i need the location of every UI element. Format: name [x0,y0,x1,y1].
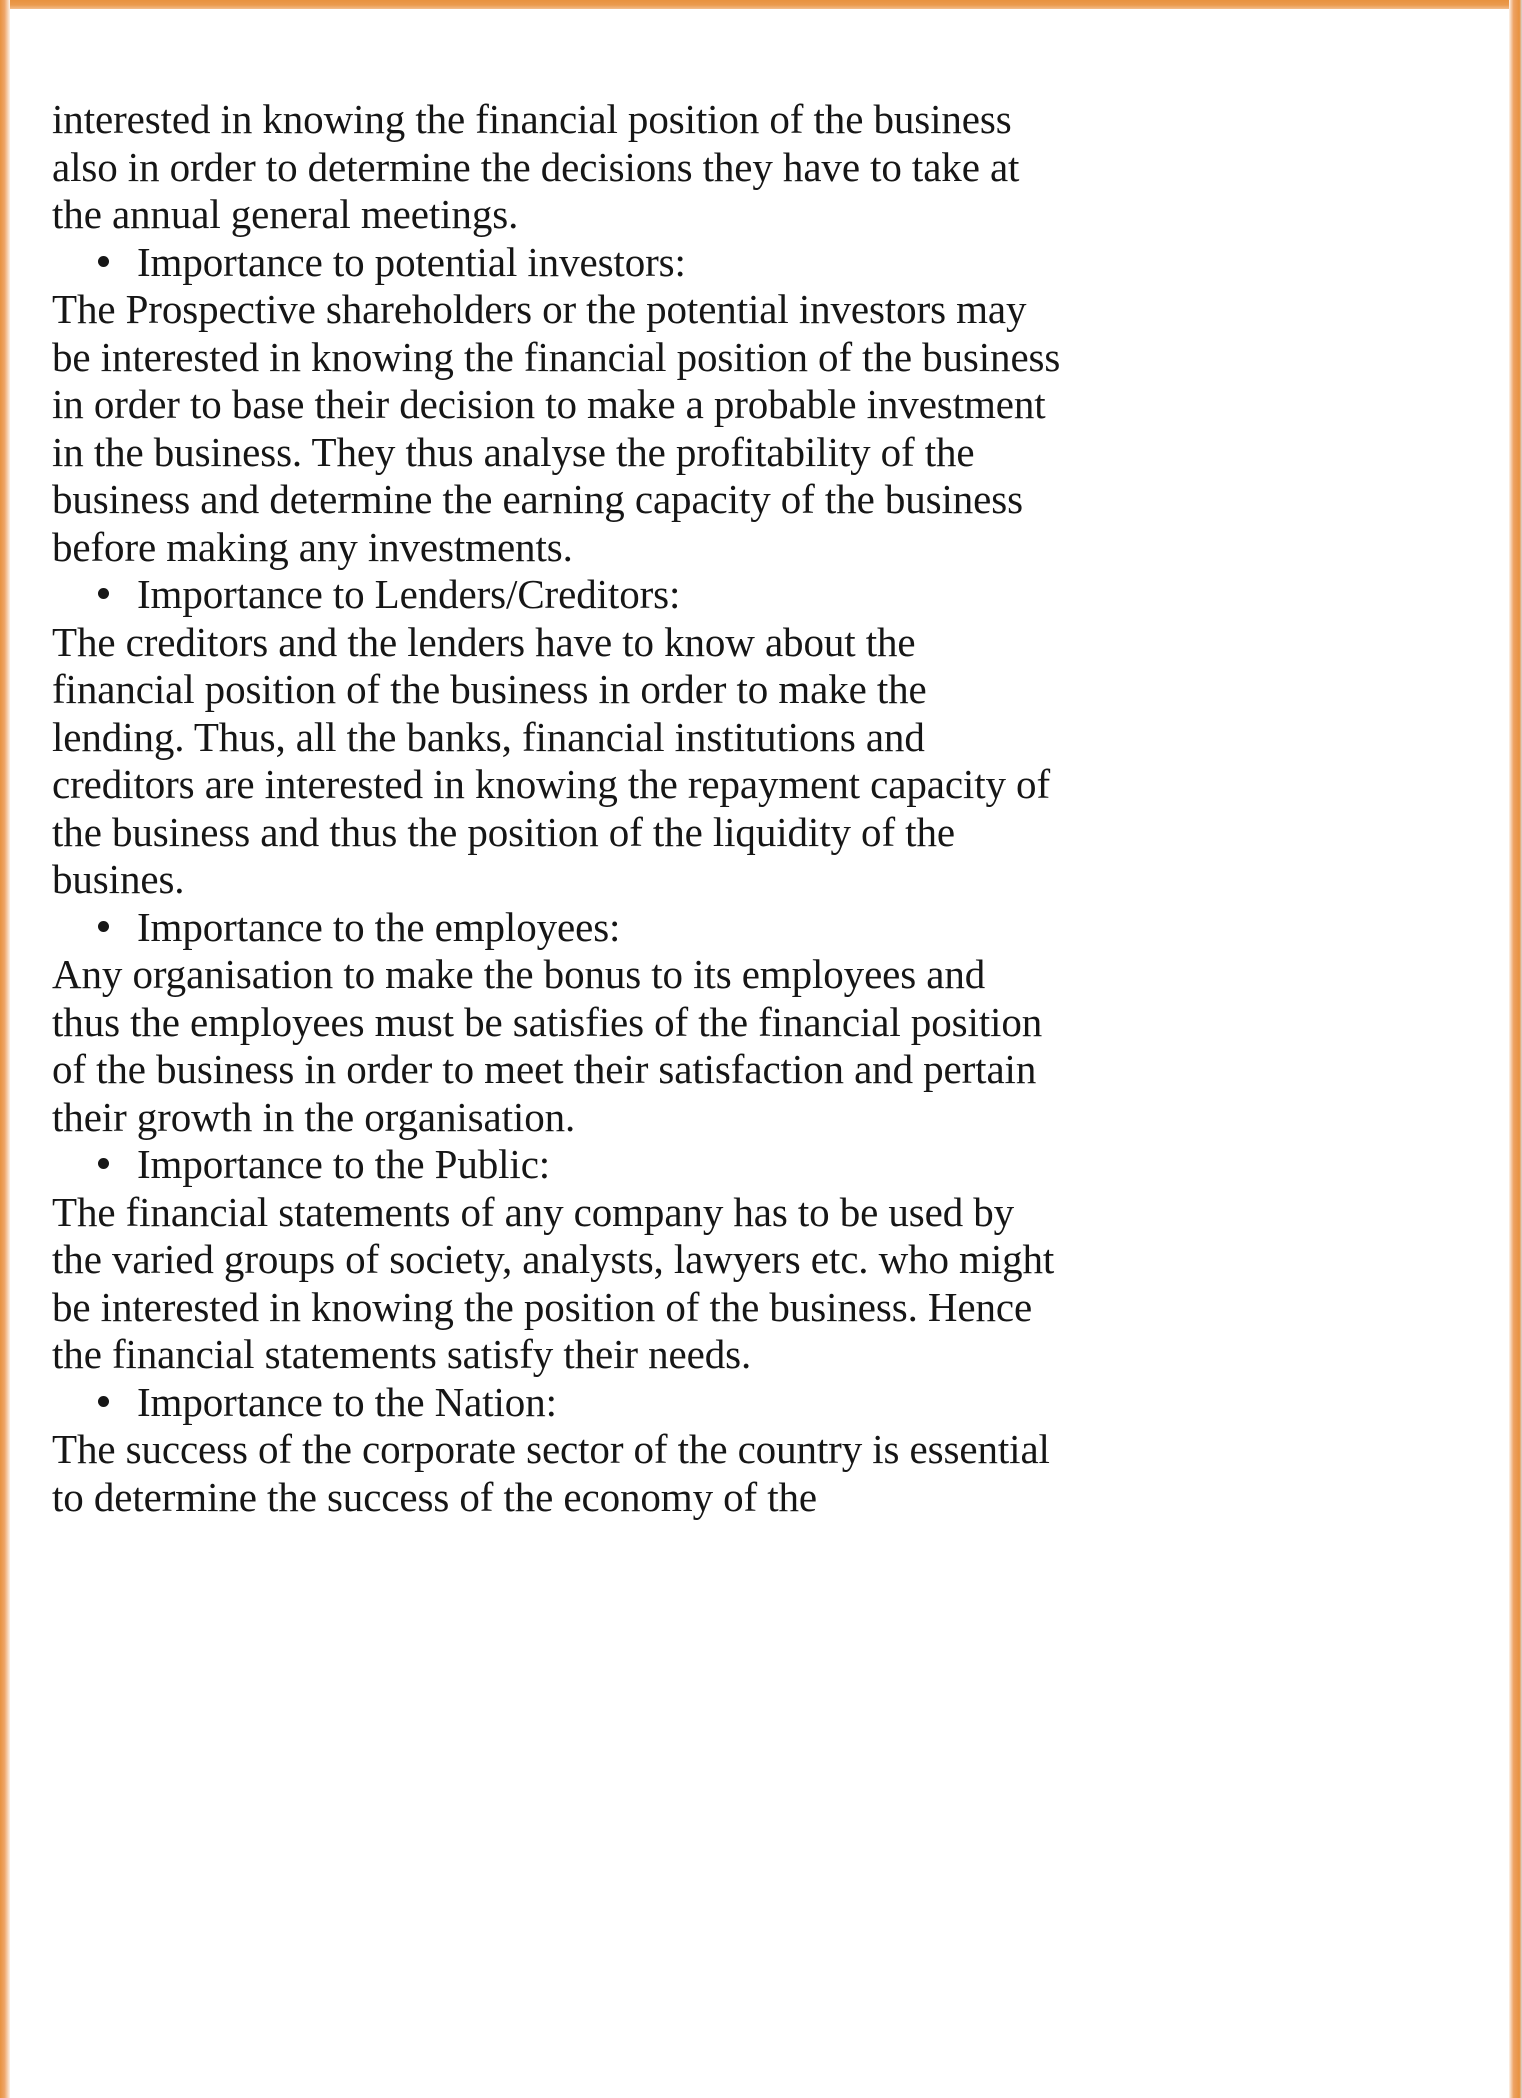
bullet-nation [52,1379,1062,1427]
paragraph-lenders-creditors: The creditors and the lenders have to know about the financial position of the business in order to make the lending. Thus, all the banks, financial institutions and creditors are interested in knowing the repayment capacity of the business and thus the position of the liquidity of the busines. [52,618,1061,902]
bullet-point-icon [98,256,109,267]
bullet-item-label: Importance to potential investors: [137,238,686,285]
document-body-text [52,96,1071,1521]
bullet-point-icon [98,921,109,932]
bullet-public [52,1141,1062,1189]
bullet-item-label: Importance to Lenders/Creditors: [137,571,681,617]
paragraph-employees: Any organisation to make the bonus to its employees and thus the employees must be satisfies of the financial position of the business in order to meet their satisfaction and pertain their growth in the organisation. [52,951,1053,1140]
bullet-lenders-creditors [52,571,1062,619]
bullet-point-icon [98,588,109,599]
bullet-item-label: Importance to the Public: [137,1141,551,1187]
bullet-potential-investors [52,239,1062,287]
bullet-employees [52,904,1062,952]
bullet-point-icon [98,1158,109,1169]
paragraph-shareholders-continued: interested in knowing the financial position of the business also in order to determine the decisions they have to take at the annual general meetings. [52,96,1030,237]
page-border-left-inner [0,0,10,2098]
page-border-top [0,0,1522,9]
bullet-point-icon [98,1396,109,1407]
paragraph-public: The financial statements of any company has to be used by the varied groups of society, analysts, lawyers etc. who might be interested in knowing the position of the business. Hence the financial statements satisfy their needs. [52,1188,1065,1377]
bullet-item-label: Importance to the employees: [137,903,621,950]
paragraph-nation: The success of the corporate sector of the country is essential to determine the success of the economy of the [52,1426,1060,1520]
paragraph-potential-investors: The Prospective shareholders or the potential investors may be interested in knowing the financial position of the business in order to base their decision to make a probable investment in the business. They thus analyse the profitability of the business and determine the earning capacity of the business before making any investments. [52,286,1071,570]
page-border-right-inner [1509,0,1522,2098]
bullet-item-label: Importance to the Nation: [137,1378,557,1425]
